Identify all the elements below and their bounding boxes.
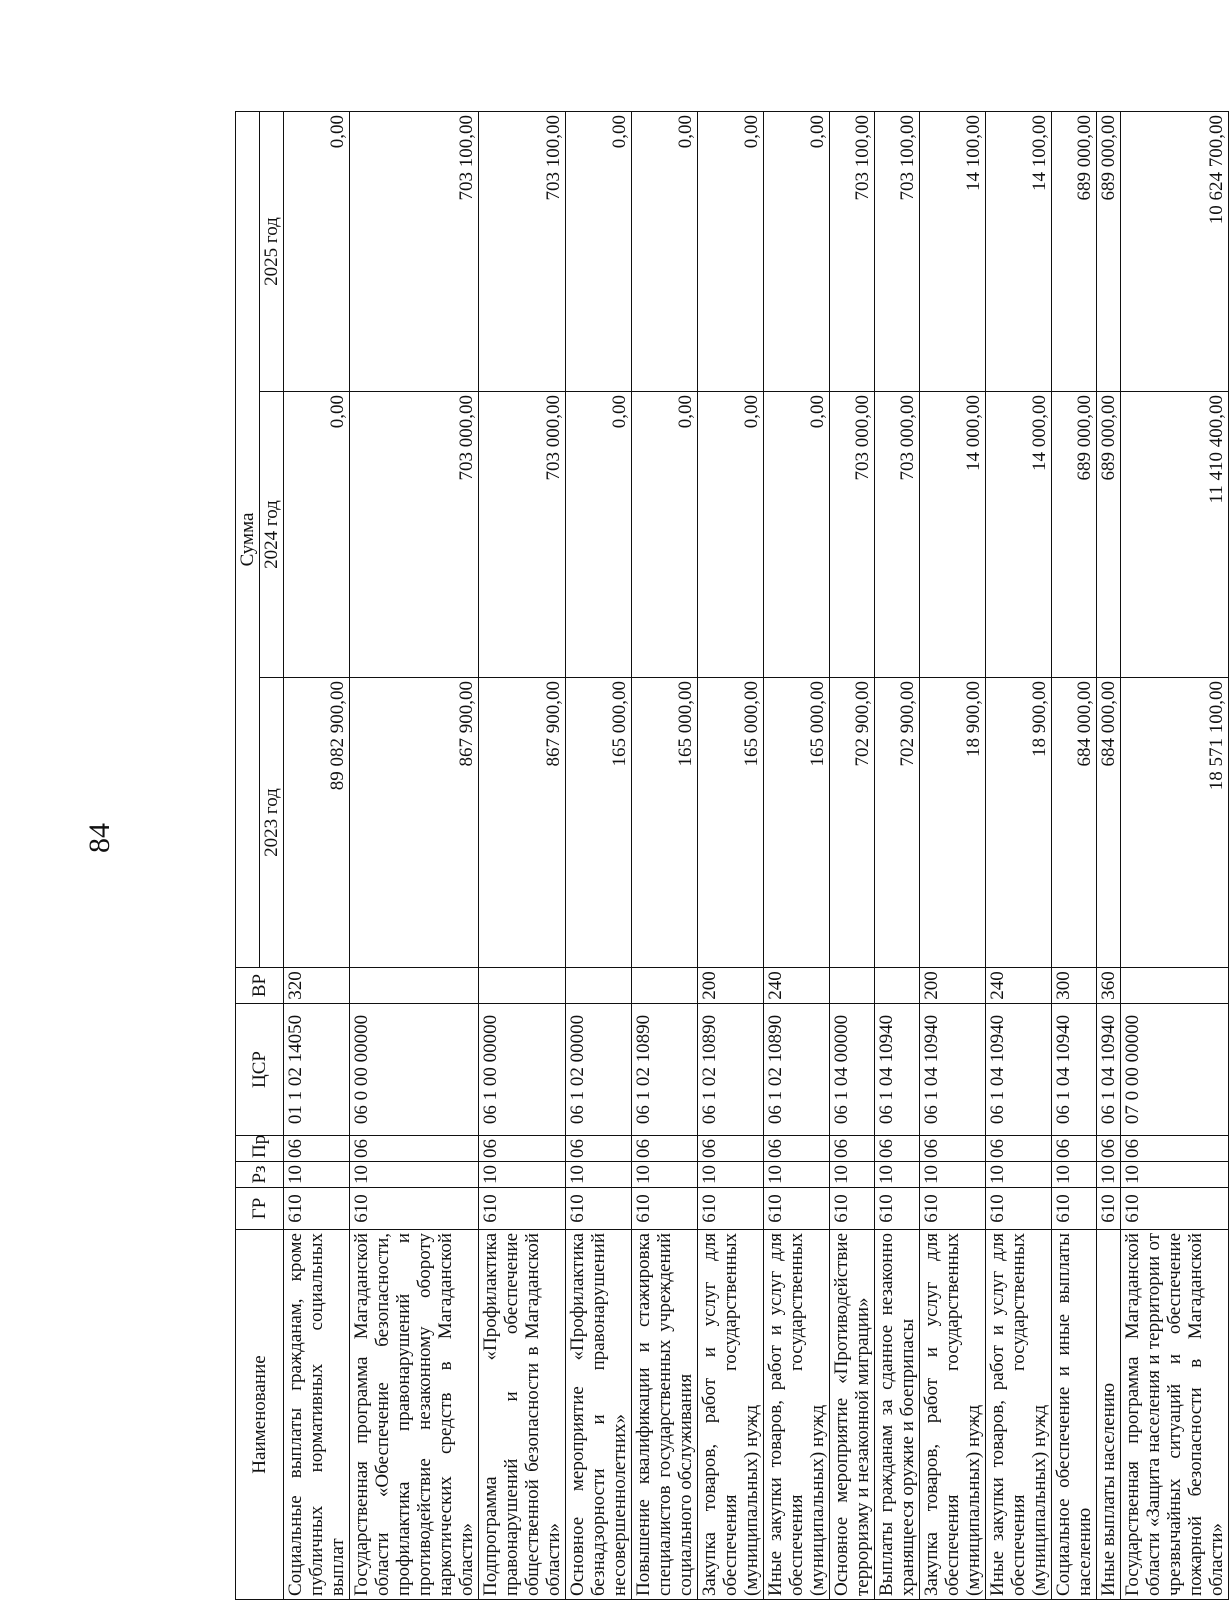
cell-csr: 06 1 04 10940 — [986, 1004, 1052, 1136]
cell-vr: 320 — [284, 968, 350, 1004]
cell-rz: 10 — [1052, 1162, 1097, 1188]
cell-2025: 703 100,00 — [350, 111, 479, 391]
cell-pr: 06 — [350, 1136, 479, 1162]
cell-csr: 06 1 04 10940 — [1097, 1004, 1121, 1136]
cell-rz: 10 — [632, 1162, 698, 1188]
cell-vr — [632, 968, 698, 1004]
cell-name: Основное мероприятие «Противодействие терроризму и незаконной миграции» — [830, 1230, 875, 1600]
cell-2023: 165 000,00 — [764, 678, 830, 968]
cell-2024: 0,00 — [764, 392, 830, 678]
cell-2023: 867 900,00 — [350, 678, 479, 968]
cell-pr: 06 — [986, 1136, 1052, 1162]
header-name: Наименование — [236, 1230, 284, 1600]
cell-2023: 18 900,00 — [986, 678, 1052, 968]
cell-2024: 703 000,00 — [875, 392, 920, 678]
budget-table — [235, 111, 1229, 1600]
cell-2024: 703 000,00 — [350, 392, 479, 678]
cell-gr: 610 — [875, 1188, 920, 1230]
cell-2023: 18 571 100,00 — [1121, 678, 1229, 968]
cell-2025: 703 100,00 — [875, 111, 920, 391]
cell-pr: 06 — [764, 1136, 830, 1162]
cell-2024: 11 410 400,00 — [1121, 392, 1229, 678]
cell-pr: 06 — [920, 1136, 986, 1162]
cell-gr: 610 — [632, 1188, 698, 1230]
cell-vr: 360 — [1097, 968, 1121, 1004]
cell-gr: 610 — [1052, 1188, 1097, 1230]
cell-2025: 689 000,00 — [1052, 111, 1097, 391]
cell-vr — [566, 968, 632, 1004]
cell-2025: 14 100,00 — [986, 111, 1052, 391]
header-2025: 2025 год — [260, 111, 284, 391]
table-row — [566, 111, 632, 1599]
header-gr: ГР — [236, 1188, 284, 1230]
cell-rz: 10 — [986, 1162, 1052, 1188]
cell-2023: 89 082 900,00 — [284, 678, 350, 968]
cell-2025: 0,00 — [566, 111, 632, 391]
cell-pr: 06 — [284, 1136, 350, 1162]
cell-pr: 06 — [1097, 1136, 1121, 1162]
table-row — [986, 111, 1052, 1599]
cell-2024: 14 000,00 — [986, 392, 1052, 678]
cell-pr: 06 — [1121, 1136, 1229, 1162]
cell-2023: 18 900,00 — [920, 678, 986, 968]
cell-2024: 689 000,00 — [1052, 392, 1097, 678]
cell-gr: 610 — [830, 1188, 875, 1230]
cell-gr: 610 — [284, 1188, 350, 1230]
cell-name: Иные закупки товаров, работ и услуг для обеспечения государственных (муниципальных) нужд — [986, 1230, 1052, 1600]
cell-vr — [830, 968, 875, 1004]
table-row — [920, 111, 986, 1599]
cell-2024: 14 000,00 — [920, 392, 986, 678]
cell-rz: 10 — [1097, 1162, 1121, 1188]
cell-gr: 610 — [920, 1188, 986, 1230]
cell-rz: 10 — [764, 1162, 830, 1188]
cell-2023: 165 000,00 — [632, 678, 698, 968]
cell-rz: 10 — [1121, 1162, 1229, 1188]
cell-name: Иные закупки товаров, работ и услуг для обеспечения государственных (муниципальных) нужд — [764, 1230, 830, 1600]
cell-pr: 06 — [632, 1136, 698, 1162]
table-row — [284, 111, 350, 1599]
cell-2024: 703 000,00 — [830, 392, 875, 678]
cell-name: Выплаты гражданам за сданное незаконно хранящееся оружие и боеприпасы — [875, 1230, 920, 1600]
cell-name: Социальное обеспечение и иные выплаты населению — [1052, 1230, 1097, 1600]
cell-name: Государственная программа Магаданской области «Защита населения и территории от чрезвычайных ситуаций и обеспечение пожарной безопасности в Магаданской области» — [1121, 1230, 1229, 1600]
cell-2023: 165 000,00 — [566, 678, 632, 968]
table-header — [236, 111, 284, 1599]
rotated-table-container — [235, 112, 1229, 1600]
table-row — [875, 111, 920, 1599]
cell-vr: 200 — [698, 968, 764, 1004]
cell-rz: 10 — [350, 1162, 479, 1188]
table-row — [764, 111, 830, 1599]
table-row — [698, 111, 764, 1599]
cell-2025: 0,00 — [698, 111, 764, 391]
cell-gr: 610 — [479, 1188, 566, 1230]
cell-rz: 10 — [920, 1162, 986, 1188]
header-csr: ЦСР — [236, 1004, 284, 1136]
cell-rz: 10 — [566, 1162, 632, 1188]
cell-gr: 610 — [1097, 1188, 1121, 1230]
cell-pr: 06 — [566, 1136, 632, 1162]
cell-gr: 610 — [1121, 1188, 1229, 1230]
cell-csr: 06 1 02 00000 — [566, 1004, 632, 1136]
cell-2025: 14 100,00 — [920, 111, 986, 391]
cell-2024: 0,00 — [632, 392, 698, 678]
cell-2024: 703 000,00 — [479, 392, 566, 678]
cell-2024: 0,00 — [284, 392, 350, 678]
cell-gr: 610 — [986, 1188, 1052, 1230]
cell-2023: 702 900,00 — [875, 678, 920, 968]
cell-rz: 10 — [875, 1162, 920, 1188]
cell-2024: 689 000,00 — [1097, 392, 1121, 678]
table-row — [632, 111, 698, 1599]
cell-pr: 06 — [1052, 1136, 1097, 1162]
cell-vr — [479, 968, 566, 1004]
cell-2023: 165 000,00 — [698, 678, 764, 968]
cell-rz: 10 — [479, 1162, 566, 1188]
cell-rz: 10 — [698, 1162, 764, 1188]
cell-pr: 06 — [875, 1136, 920, 1162]
table-row — [479, 111, 566, 1599]
cell-name: Подпрограмма «Профилактика правонарушений и обеспечение общественной безопасности в Магаданской области» — [479, 1230, 566, 1600]
table-body — [284, 111, 1229, 1599]
cell-csr: 01 1 02 14050 — [284, 1004, 350, 1136]
cell-csr: 06 1 00 00000 — [479, 1004, 566, 1136]
cell-vr — [1121, 968, 1229, 1004]
header-2023: 2023 год — [260, 678, 284, 968]
header-sum: Сумма — [236, 111, 260, 967]
header-rz: Рз — [236, 1162, 284, 1188]
cell-pr: 06 — [830, 1136, 875, 1162]
cell-name: Государственная программа Магаданской области «Обеспечение безопасности, профилактика правонарушений и противодействие незаконному обороту наркотических средств в Магаданской области» — [350, 1230, 479, 1600]
cell-name: Повышение квалификации и стажировка специалистов государственных учреждений социального обслуживания — [632, 1230, 698, 1600]
cell-name: Социальные выплаты гражданам, кроме публичных нормативных социальных выплат — [284, 1230, 350, 1600]
cell-name: Закупка товаров, работ и услуг для обеспечения государственных (муниципальных) нужд — [920, 1230, 986, 1600]
cell-pr: 06 — [479, 1136, 566, 1162]
cell-2025: 689 000,00 — [1097, 111, 1121, 391]
cell-vr — [350, 968, 479, 1004]
cell-csr: 06 1 04 10940 — [875, 1004, 920, 1136]
cell-pr: 06 — [698, 1136, 764, 1162]
cell-rz: 10 — [830, 1162, 875, 1188]
table-row — [1052, 111, 1097, 1599]
cell-rz: 10 — [284, 1162, 350, 1188]
header-pr: Пр — [236, 1136, 284, 1162]
cell-csr: 06 1 04 00000 — [830, 1004, 875, 1136]
cell-name: Закупка товаров, работ и услуг для обеспечения государственных (муниципальных) нужд — [698, 1230, 764, 1600]
cell-name: Основное мероприятие «Профилактика безнадзорности и правонарушений несовершеннолетних» — [566, 1230, 632, 1600]
cell-vr: 200 — [920, 968, 986, 1004]
cell-2023: 702 900,00 — [830, 678, 875, 968]
cell-csr: 06 1 02 10890 — [632, 1004, 698, 1136]
cell-gr: 610 — [764, 1188, 830, 1230]
table-row — [830, 111, 875, 1599]
cell-name: Иные выплаты населению — [1097, 1230, 1121, 1600]
cell-vr: 300 — [1052, 968, 1097, 1004]
cell-2025: 0,00 — [632, 111, 698, 391]
cell-2024: 0,00 — [698, 392, 764, 678]
cell-vr — [875, 968, 920, 1004]
cell-2025: 703 100,00 — [830, 111, 875, 391]
table-row — [350, 111, 479, 1599]
cell-gr: 610 — [566, 1188, 632, 1230]
cell-gr: 610 — [350, 1188, 479, 1230]
cell-gr: 610 — [698, 1188, 764, 1230]
cell-2023: 867 900,00 — [479, 678, 566, 968]
cell-csr: 06 1 04 10940 — [1052, 1004, 1097, 1136]
cell-csr: 06 1 02 10890 — [698, 1004, 764, 1136]
cell-csr: 07 0 00 00000 — [1121, 1004, 1229, 1136]
cell-2023: 684 000,00 — [1097, 678, 1121, 968]
cell-vr: 240 — [764, 968, 830, 1004]
cell-2025: 0,00 — [764, 111, 830, 391]
cell-2025: 0,00 — [284, 111, 350, 391]
cell-2025: 10 624 700,00 — [1121, 111, 1229, 391]
cell-2023: 684 000,00 — [1052, 678, 1097, 968]
cell-vr: 240 — [986, 968, 1052, 1004]
table-row — [1097, 111, 1121, 1599]
cell-2025: 703 100,00 — [479, 111, 566, 391]
table-row — [1121, 111, 1229, 1599]
header-2024: 2024 год — [260, 392, 284, 678]
header-vr: ВР — [236, 968, 284, 1004]
page-number: 84 — [83, 823, 116, 853]
cell-csr: 06 1 02 10890 — [764, 1004, 830, 1136]
cell-csr: 06 1 04 10940 — [920, 1004, 986, 1136]
cell-2024: 0,00 — [566, 392, 632, 678]
cell-csr: 06 0 00 00000 — [350, 1004, 479, 1136]
